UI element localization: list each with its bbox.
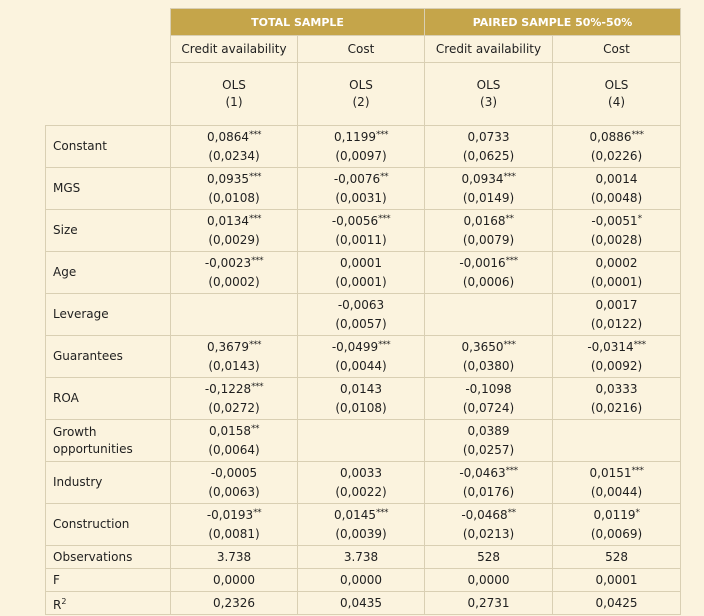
standard-error: (0,0149): [462, 190, 515, 205]
row-label: Industry: [46, 462, 171, 504]
significance-stars: ***: [378, 213, 391, 224]
value-cell: [171, 462, 298, 504]
coef-line: [425, 423, 552, 442]
standard-error: (0,0092): [590, 358, 643, 373]
coefficient: 0,3679: [207, 339, 249, 354]
standard-error: (0,0724): [462, 400, 515, 415]
value-cell: [171, 126, 298, 168]
value-cell: [171, 378, 298, 420]
stats-label-superscript: 2: [61, 596, 67, 606]
stats-value: 3.738: [171, 546, 298, 569]
standard-error: (0,0097): [335, 148, 387, 163]
coefficient: -0,0076: [333, 171, 381, 186]
value-cell: [171, 168, 298, 210]
value-cell: [553, 126, 681, 168]
significance-stars: ***: [251, 381, 264, 392]
coefficient: 0,0002: [595, 255, 638, 270]
row-label: Guarantees: [46, 336, 171, 378]
coef-line: [171, 129, 297, 148]
stats-value: 528: [425, 546, 553, 569]
stats-value: 0,0000: [171, 569, 298, 592]
row-label: Size: [46, 210, 171, 252]
stats-label: F: [53, 572, 60, 587]
coefficient: -0,0468: [461, 507, 508, 522]
standard-error: (0,0108): [335, 400, 387, 415]
stats-value: 0,0000: [425, 569, 553, 592]
coefficient: -0,1228: [204, 381, 252, 396]
significance-stars: ***: [251, 255, 264, 266]
value-cell: [553, 420, 681, 462]
significance-stars: ***: [505, 255, 518, 266]
column-name: Credit availability: [425, 36, 553, 63]
coef-line: [171, 507, 297, 526]
column-method-cell: [298, 63, 425, 126]
significance-stars: ***: [249, 129, 261, 140]
standard-error: (0,0001): [335, 274, 387, 289]
column-number: (3): [480, 95, 498, 109]
coef-line: [171, 255, 297, 274]
coef-line: [553, 381, 680, 400]
standard-error: (0,0625): [462, 148, 515, 163]
coef-line: [298, 255, 424, 274]
coef-line: [298, 171, 424, 190]
table-row: [46, 504, 681, 546]
stats-label-cell: [46, 592, 171, 615]
value-cell: [425, 210, 553, 252]
coefficient: 0,0134: [207, 213, 249, 228]
significance-stars: ***: [631, 465, 644, 476]
column-name-row: [46, 36, 681, 63]
coef-line: [425, 129, 552, 148]
table-row: [46, 336, 681, 378]
significance-stars: ***: [633, 339, 646, 350]
standard-error: (0,0022): [335, 484, 387, 499]
table-row: [46, 252, 681, 294]
value-cell: [298, 252, 425, 294]
row-label: ROA: [46, 378, 171, 420]
group-header-paired: PAIRED SAMPLE 50%-50%: [425, 9, 681, 36]
coef-line: [171, 171, 297, 190]
stats-row: [46, 569, 681, 592]
coefficient: -0,0063: [337, 297, 385, 312]
standard-error: (0,0226): [590, 148, 643, 163]
coef-line: [425, 507, 552, 526]
standard-error: (0,0006): [462, 274, 515, 289]
row-label: Construction: [46, 504, 171, 546]
value-cell: [298, 168, 425, 210]
coefficient: 0,0935: [207, 171, 249, 186]
standard-error: (0,0069): [590, 526, 643, 541]
coef-line: [298, 507, 424, 526]
standard-error: (0,0002): [208, 274, 260, 289]
coefficient: -0,0193: [206, 507, 254, 522]
standard-error: (0,0031): [335, 190, 387, 205]
value-cell: [425, 378, 553, 420]
row-label: Growth opportunities: [46, 420, 171, 462]
standard-error: (0,0001): [590, 274, 643, 289]
standard-error: (0,0011): [335, 232, 387, 247]
coefficient: 0,0934: [461, 171, 504, 186]
coefficient: 0,0733: [467, 129, 510, 144]
coef-line: [298, 129, 424, 148]
coefficient: 0,0145: [334, 507, 376, 522]
coef-line: [298, 381, 424, 400]
coefficient: -0,0463: [459, 465, 506, 480]
coef-line: [553, 507, 680, 526]
coefficient: -0,0005: [210, 465, 258, 480]
corner-blank: [46, 63, 171, 126]
column-number: (4): [608, 95, 626, 109]
significance-stars: **: [253, 507, 262, 518]
row-label: Leverage: [46, 294, 171, 336]
coef-line: [171, 213, 297, 232]
significance-stars: **: [251, 423, 259, 434]
value-cell: [553, 504, 681, 546]
coef-line: [553, 465, 680, 484]
standard-error: (0,0176): [462, 484, 515, 499]
table-row: [46, 168, 681, 210]
value-cell: [425, 294, 553, 336]
value-cell: [298, 420, 425, 462]
value-cell: [425, 462, 553, 504]
standard-error: (0,0029): [208, 232, 260, 247]
value-cell: [553, 168, 681, 210]
coef-line: [298, 297, 424, 316]
standard-error: (0,0257): [462, 442, 515, 457]
column-name: Credit availability: [171, 36, 298, 63]
coef-line: [425, 213, 552, 232]
column-method-cell: [425, 63, 553, 126]
significance-stars: *: [635, 507, 640, 518]
standard-error: (0,0216): [590, 400, 643, 415]
coefficient: -0,0023: [204, 255, 252, 270]
stats-label-cell: [46, 569, 171, 592]
standard-error: (0,0057): [335, 316, 387, 331]
coef-line: [171, 423, 297, 442]
significance-stars: ***: [503, 171, 516, 182]
coefficient: 0,0001: [340, 255, 382, 270]
column-method-cell: [171, 63, 298, 126]
column-method-cell: [553, 63, 681, 126]
stats-value: 0,0435: [298, 592, 425, 615]
standard-error: (0,0213): [462, 526, 515, 541]
coefficient: 0,0014: [595, 171, 638, 186]
coef-line: [171, 339, 297, 358]
column-name: Cost: [298, 36, 425, 63]
coefficient: -0,0056: [331, 213, 379, 228]
significance-stars: ***: [376, 507, 388, 518]
group-header-row: [46, 9, 681, 36]
significance-stars: **: [380, 171, 389, 182]
table-row: [46, 462, 681, 504]
stats-value: 0,2731: [425, 592, 553, 615]
significance-stars: **: [505, 213, 514, 224]
value-cell: [553, 294, 681, 336]
standard-error: (0,0063): [208, 484, 260, 499]
column-number: (2): [352, 95, 370, 109]
coef-line: [298, 339, 424, 358]
coef-line: [425, 465, 552, 484]
coefficient: 0,0168: [463, 213, 506, 228]
value-cell: [425, 336, 553, 378]
standard-error: (0,0044): [590, 484, 643, 499]
stats-row: [46, 592, 681, 615]
coefficient: 0,0864: [207, 129, 249, 144]
standard-error: (0,0064): [208, 442, 260, 457]
value-cell: [298, 126, 425, 168]
coef-line: [425, 339, 552, 358]
coefficient: -0,0499: [331, 339, 379, 354]
standard-error: (0,0143): [208, 358, 260, 373]
coefficient: 0,0017: [595, 297, 638, 312]
column-name: Cost: [553, 36, 681, 63]
column-method: OLS: [222, 78, 246, 92]
table-row: [46, 126, 681, 168]
significance-stars: ***: [376, 129, 388, 140]
value-cell: [553, 336, 681, 378]
value-cell: [425, 420, 553, 462]
value-cell: [553, 252, 681, 294]
significance-stars: ***: [249, 339, 261, 350]
coef-line: [425, 171, 552, 190]
value-cell: [171, 294, 298, 336]
value-cell: [298, 210, 425, 252]
stats-value: 3.738: [298, 546, 425, 569]
standard-error: (0,0272): [208, 400, 260, 415]
coefficient: 0,0151: [589, 465, 632, 480]
coefficient: 0,0389: [467, 423, 510, 438]
significance-stars: **: [507, 507, 516, 518]
table-row: [46, 378, 681, 420]
stats-value: 0,0425: [553, 592, 681, 615]
stats-label: Observations: [53, 549, 133, 564]
standard-error: (0,0039): [335, 526, 387, 541]
significance-stars: ***: [505, 465, 518, 476]
corner-blank: [46, 36, 171, 63]
column-method: OLS: [476, 78, 501, 92]
coefficient: -0,0016: [459, 255, 506, 270]
stats-label-cell: [46, 546, 171, 569]
coefficient: 0,3650: [461, 339, 504, 354]
significance-stars: ***: [631, 129, 644, 140]
value-cell: [171, 210, 298, 252]
coef-line: [298, 213, 424, 232]
value-cell: [553, 462, 681, 504]
standard-error: (0,0028): [590, 232, 643, 247]
stats-value: 528: [553, 546, 681, 569]
stats-value: 0,2326: [171, 592, 298, 615]
column-method: OLS: [349, 78, 373, 92]
stats-value: 0,0001: [553, 569, 681, 592]
value-cell: [298, 462, 425, 504]
standard-error: (0,0380): [462, 358, 515, 373]
value-cell: [553, 378, 681, 420]
coef-line: [171, 465, 297, 484]
value-cell: [425, 504, 553, 546]
value-cell: [298, 336, 425, 378]
significance-stars: ***: [249, 171, 261, 182]
coef-line: [553, 255, 680, 274]
standard-error: (0,0079): [462, 232, 515, 247]
coefficient: -0,1098: [465, 381, 512, 396]
standard-error: (0,0122): [590, 316, 643, 331]
coefficient: 0,0033: [340, 465, 382, 480]
coefficient: 0,0158: [209, 423, 251, 438]
standard-error: (0,0081): [208, 526, 260, 541]
coef-line: [425, 381, 552, 400]
standard-error: (0,0234): [208, 148, 260, 163]
value-cell: [553, 210, 681, 252]
group-header-total: TOTAL SAMPLE: [171, 9, 425, 36]
coef-line: [553, 171, 680, 190]
corner-blank: [46, 9, 171, 36]
regression-table: [45, 8, 681, 615]
coef-line: [425, 255, 552, 274]
significance-stars: ***: [503, 339, 516, 350]
table-row: [46, 210, 681, 252]
coefficient: -0,0051: [591, 213, 638, 228]
coefficient: 0,0333: [595, 381, 638, 396]
significance-stars: ***: [249, 213, 261, 224]
value-cell: [171, 504, 298, 546]
coefficient: 0,0143: [340, 381, 382, 396]
value-cell: [171, 252, 298, 294]
coef-line: [298, 465, 424, 484]
coef-line: [553, 339, 680, 358]
value-cell: [298, 378, 425, 420]
standard-error: (0,0108): [208, 190, 260, 205]
column-method: OLS: [604, 78, 629, 92]
value-cell: [425, 252, 553, 294]
coef-line: [553, 129, 680, 148]
value-cell: [425, 168, 553, 210]
coef-line: [171, 381, 297, 400]
significance-stars: ***: [378, 339, 391, 350]
coef-line: [553, 297, 680, 316]
value-cell: [171, 336, 298, 378]
significance-stars: *: [637, 213, 642, 224]
value-cell: [171, 420, 298, 462]
coefficient: 0,0119: [593, 507, 636, 522]
coefficient: -0,0314: [587, 339, 634, 354]
stats-row: [46, 546, 681, 569]
row-label: Age: [46, 252, 171, 294]
value-cell: [425, 126, 553, 168]
value-cell: [298, 294, 425, 336]
column-number: (1): [225, 95, 243, 109]
standard-error: (0,0048): [590, 190, 643, 205]
standard-error: (0,0044): [335, 358, 387, 373]
stats-label: R: [53, 597, 62, 612]
value-cell: [298, 504, 425, 546]
stats-value: 0,0000: [298, 569, 425, 592]
coefficient: 0,0886: [589, 129, 632, 144]
method-row: [46, 63, 681, 126]
table-row: [46, 420, 681, 462]
row-label: MGS: [46, 168, 171, 210]
coef-line: [553, 213, 680, 232]
table-row: [46, 294, 681, 336]
row-label: Constant: [46, 126, 171, 168]
coefficient: 0,1199: [334, 129, 376, 144]
